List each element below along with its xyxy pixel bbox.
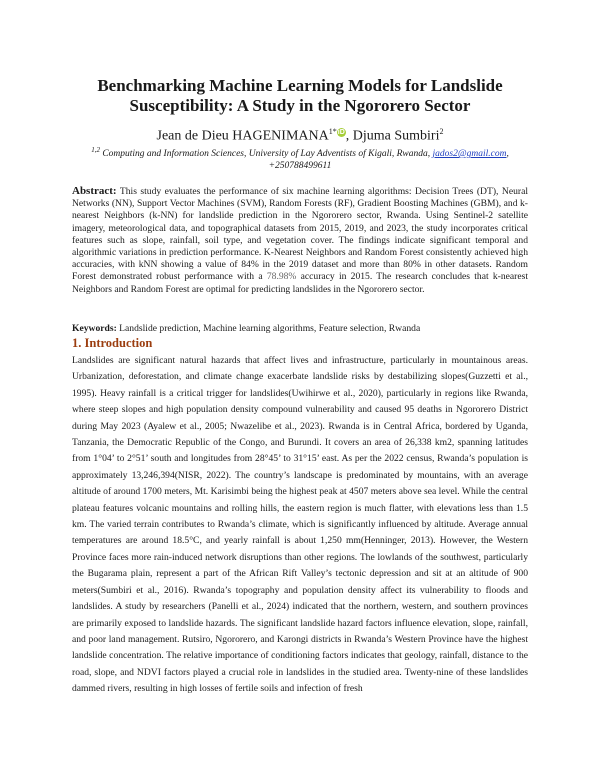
phone-number: , +250788499611 — [268, 149, 509, 172]
abstract — [72, 185, 528, 296]
section-heading-introduction: 1. Introduction — [72, 336, 153, 350]
affiliation-superscript: 1,2 — [91, 146, 100, 154]
abstract-label: Abstract: — [72, 185, 117, 197]
abstract-text-part-2: accuracy in 2015. The research concludes that k-nearest Neighbors and Random Forest are optimal for predicting landslides in the Ngororero sector. — [72, 271, 529, 295]
author-separator: , — [345, 128, 353, 144]
keywords — [72, 323, 528, 335]
affiliation-text: Computing and Information Sciences, University of Lay Adventists of Kigali, Rwanda, — [99, 149, 433, 160]
keywords-label: Keywords: — [72, 323, 117, 334]
author-1-superscript: 1* — [328, 127, 337, 136]
paper-title: Benchmarking Machine Learning Models for Landslide Susceptibility: A Study in the Ngororero Sector — [97, 76, 503, 115]
author-2-superscript: 2 — [439, 127, 444, 136]
abstract-text-part-1: This study evaluates the performance of six machine learning algorithms: Decision Trees (DT), Neural Networks (NN), Support Vector Machines (SVM), Random Forests (RF), Gradient Boosting Machines (GBM), and k-nearest Neighbors (k-NN) for landslide prediction in the Ngororero sector, Rwanda. Using Sentinel-2 satellite imagery, meteorological data, and topographical datasets from 2015, 2019, and 2023, the study incorporates critical features such as slope, rainfall, soil type, and vegetation cover. The findings indicate significant temporal and algorithmic variations in prediction performance. K-Nearest Neighbors and Random Forest consistently achieved high accuracies, with kNN showing a value of 84% in the 2019 dataset and more than 80% in other datasets. Random Forest demonstrated robust performance with a — [72, 186, 528, 283]
introduction-body: Landslides are significant natural hazards that affect lives and infrastructure, particularly in mountainous areas. Urbanization, deforestation, and climate change exacerbate landslide risks by destabilizing slopes(Guzzetti et al., 1995). Heavy rainfall is a critical trigger for landslides(Uwihirwe et al., 2020), particularly in regions like Rwanda, where steep slopes and high population density compound vulnerability and caused 95 deaths in Ngororero District during May 2023 (Ayalew et al., 2005; Nwazelibe et al., 2023). Rwanda is in Central Africa, bordered by Uganda, Tanzania, the Democratic Republic of the Congo, and Burundi. It covers an area of 26,338 km2, spanning latitudes from 1°04’ to 2°51’ south and longitudes from 28°45’ to 31°15’ east. As per the 2022 census, Rwanda’s population is approximately 13,246,394(NISR, 2022). The country’s landscape is predominated by mountains, with an average altitude of around 1700 meters, Mt. Karisimbi being the highest peak at 4507 meters above sea level. While the central plateau features volcanic mountains and rolling hills, the eastern region is much flatter, with elevations less than 1.5 km. The varied terrain contributes to Rwanda’s climate, which is significantly influenced by altitude. Average annual temperatures are around 18.5°C, and yearly rainfall is about 1,250 mm(Henninger, 2013). However, the Western Province faces more rain-induced network disruptions than other regions. The lowlands of the southwest, particularly the Bugarama plain, represent a part of the African Rift Valley’s tectonic depression and sit at an altitude of 900 meters(Sumbiri et al., 2016). Rwanda’s topography and population density affect its vulnerability to floods and landslides. A study by researchers (Panelli et al., 2024) indicated that the northern, western, and southern provinces are primarily exposed to landslide hazards. The significant landslide hazard factors influence elevation, slope, rainfall, and poor land management. Rutsiro, Ngororero, and Karongi districts in Rwanda’s Western Province have the highest landslide concentration. The relative importance of conditioning factors indicates that geology, rainfall, distance to the road, slope, and NDVI factors played a crucial role in landslides in the studied area. Twenty-nine of these landslides dammed rivers, resulting in high losses of fertile soils and infection of fresh — [72, 355, 528, 695]
keywords-text: Landslide prediction, Machine learning algorithms, Feature selection, Rwanda — [116, 323, 421, 334]
affiliation — [60, 144, 540, 172]
author-line — [60, 124, 540, 145]
author-2-name: Djuma Sumbiri — [352, 128, 440, 144]
author-1-name: Jean de Dieu HAGENIMANA — [156, 128, 329, 144]
abstract-highlight: 78.98% — [266, 271, 297, 283]
orcid-icon[interactable]: iD — [337, 129, 345, 136]
email-link[interactable]: jados2@gmail.com — [432, 149, 507, 160]
